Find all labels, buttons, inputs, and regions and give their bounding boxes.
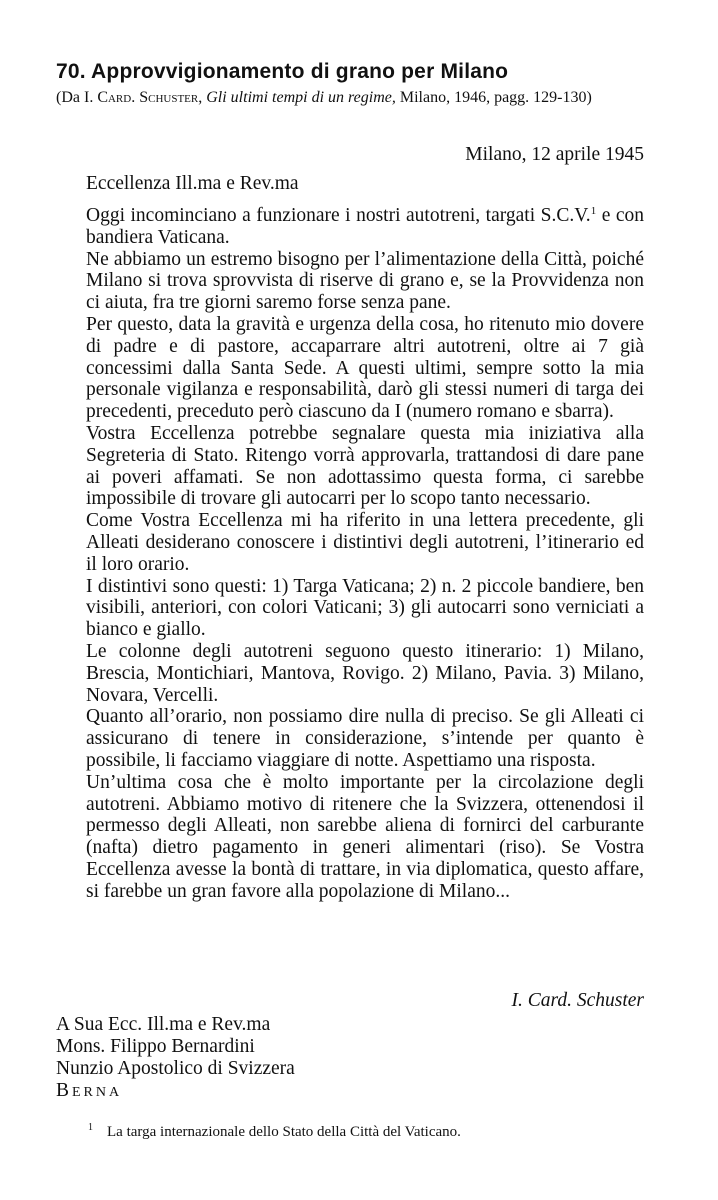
letter-date: Milano, 12 aprile 1945: [465, 144, 644, 165]
paragraph-2: Ne abbiamo un estremo bisogno per l’alimentazione della Città, poiché Milano si trova sprovvista di riserve di grano e, se la Provvidenza non ci aiuta, fra tre giorni saremo forse senza pane.: [86, 248, 644, 314]
source-sep: ,: [198, 89, 207, 106]
paragraph-7: Le colonne degli autotreni seguono questo itinerario: 1) Milano, Brescia, Montichiari, Mantova, Rovigo. 2) Milano, Pavia. 3) Milano, Novara, Vercelli.: [86, 640, 644, 706]
source-author: Card. Schuster: [97, 89, 199, 106]
document-title: 70. Approvvigionamento di grano per Milano: [56, 60, 509, 83]
footnote-mark: 1: [88, 1122, 93, 1133]
paragraph-5: Come Vostra Eccellenza mi ha riferito in una lettera precedente, gli Alleati desiderano conoscere i distintivi degli autotreni, l’itinerario ed il loro orario.: [86, 510, 644, 575]
source-citation: [56, 88, 646, 107]
recipient-address: [56, 1014, 295, 1102]
paragraph-8: Quanto all’orario, non possiamo dire nulla di preciso. Se gli Alleati ci assicurano di tenere in considerazione, s’intende per quanto è possibile, li facciamo viaggiare di notte. Aspettiamo una risposta.: [86, 706, 644, 771]
paragraph-3: Per questo, data la gravità e urgenza della cosa, ho ritenuto mio dovere di padre e di pastore, accaparrare altri autotreni, oltre ai 7 già concessimi dalla Santa Sede. A questi ultimi, sempre sotto la mia personale vigilanza e responsabilità, darò gli stessi numeri di targa dei precedenti, preceduto però ciascuno da I (numero romano e sbarra).: [86, 313, 644, 423]
source-suffix: Milano, 1946, pagg. 129-130): [395, 89, 592, 106]
paragraph-1-end: e con bandiera Vaticana.: [86, 205, 644, 248]
letter-salutation: Eccellenza Ill.ma e Rev.ma: [86, 173, 299, 194]
source-prefix: (Da I.: [56, 89, 98, 106]
letter-body: [86, 205, 644, 903]
address-line-4: Berna: [56, 1080, 123, 1101]
footnote-text: La targa internazionale dello Stato della Città del Vaticano.: [107, 1124, 461, 1140]
address-line-2: Mons. Filippo Bernardini: [56, 1036, 255, 1057]
paragraph-9: Un’ultima cosa che è molto importante per la circolazione degli autotreni. Abbiamo motivo di ritenere che la Svizzera, ottenendosi il permesso degli Alleati, non sarebbe aliena di fornirci del carburante (nafta) dietro pagamento in generi alimentari (riso). Se Vostra Eccellenza avesse la bontà di trattare, in via diplomatica, questo affare, si farebbe un gran favore alla popolazione di Milano...: [86, 771, 644, 902]
letter-signature: I. Card. Schuster: [511, 990, 644, 1011]
address-line-3: Nunzio Apostolico di Svizzera: [56, 1058, 295, 1079]
footnote: [88, 1122, 461, 1141]
source-work: Gli ultimi tempi di un regime,: [206, 89, 396, 106]
footnote-reference: 1: [590, 205, 597, 217]
paragraph-1: [86, 205, 644, 249]
paragraph-1-text: Oggi incominciano a funzionare i nostri autotreni, targati S.C.V.: [86, 205, 591, 226]
address-line-1: A Sua Ecc. Ill.ma e Rev.ma: [56, 1014, 271, 1035]
paragraph-6: I distintivi sono questi: 1) Targa Vaticana; 2) n. 2 piccole bandiere, ben visibili, anteriori, con colori Vaticani; 3) gli autocarri sono verniciati a bianco e giallo.: [86, 575, 644, 641]
paragraph-4: Vostra Eccellenza potrebbe segnalare questa mia iniziativa alla Segreteria di Stato. Ritengo vorrà approvarla, trattandosi di dare pane ai poveri affamati. Se non adottassimo questa forma, ci sarebbe impossibile di trovare gli autocarri per lo scopo tanto necessario.: [86, 422, 644, 510]
